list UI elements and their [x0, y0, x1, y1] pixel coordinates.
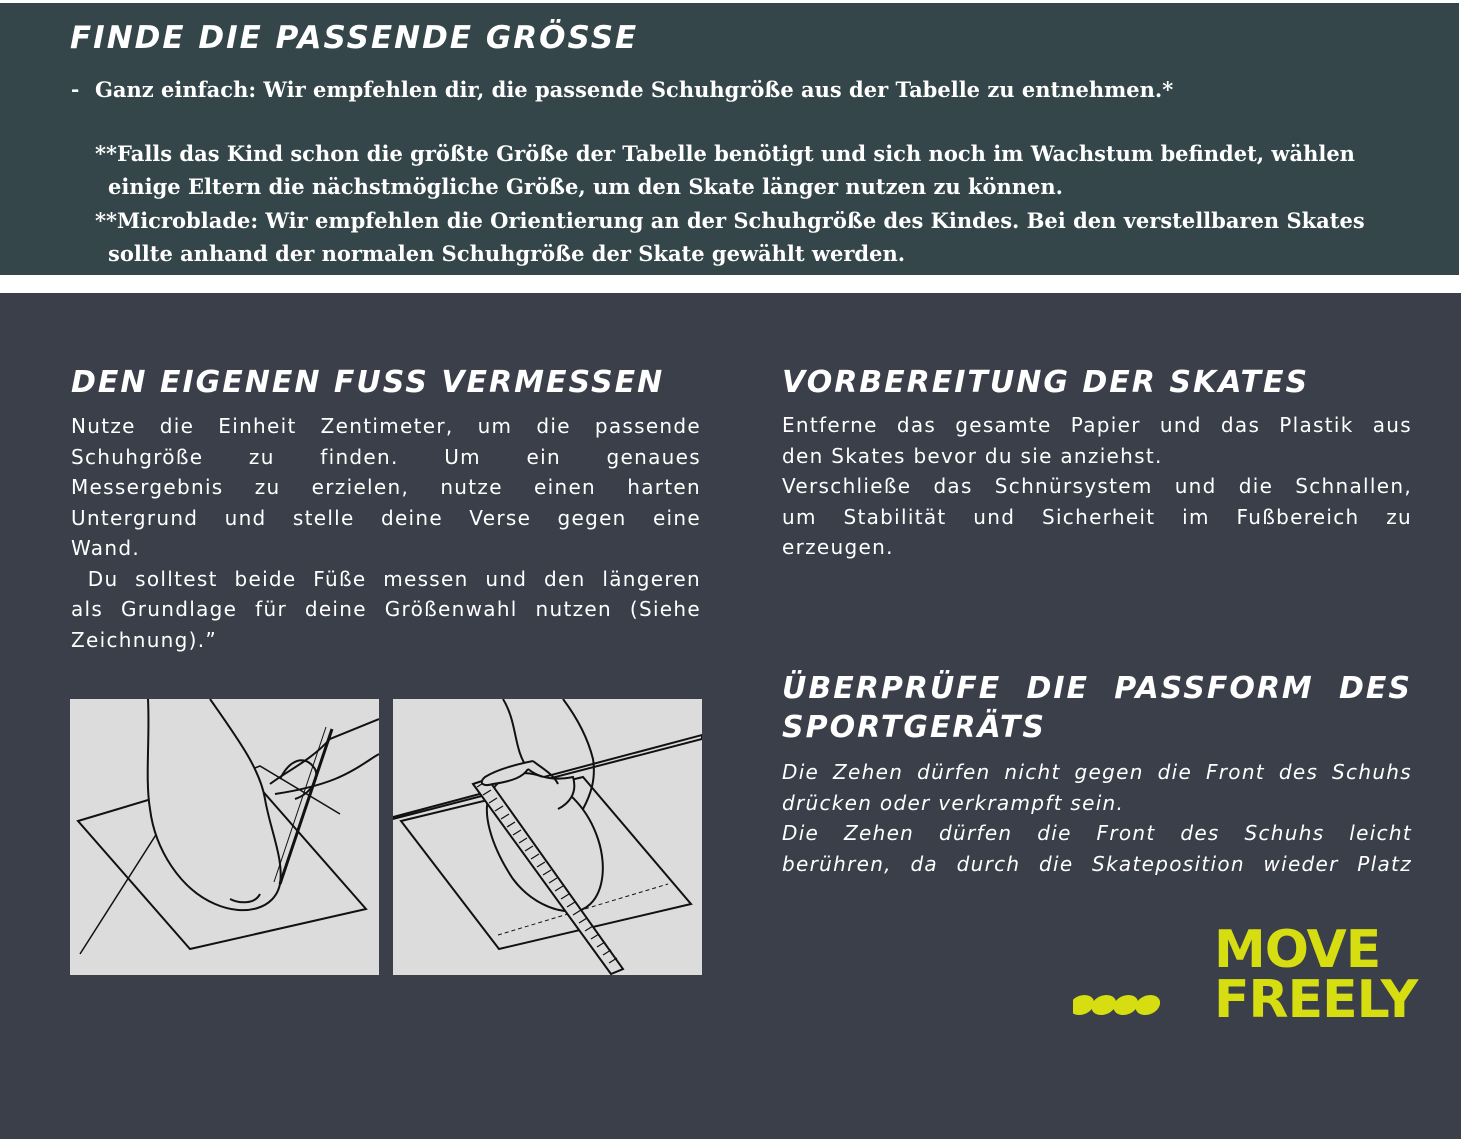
intro-bullet-text: Ganz einfach: Wir empfehlen dir, die passende Schuhgröße aus der Tabelle zu entnehmen.* — [95, 77, 1174, 102]
measure-line: Du solltest beide Füße messen und den längeren — [71, 566, 701, 591]
check-line: drücken oder verkrampft sein. — [782, 790, 1125, 815]
prepare-line: Entferne das gesamte Papier und das Plastik aus — [782, 413, 1412, 437]
check-line: Die Zehen dürfen nicht gegen die Front des Schuhs — [782, 760, 1412, 784]
measure-line: Nutze die Einheit Zentimeter, um die passende — [71, 414, 701, 438]
note-growth-line2: einige Eltern die nächstmögliche Größe, um den Skate länger nutzen zu können. — [108, 174, 1063, 199]
measure-line: Wand. — [71, 536, 140, 560]
check-line: Die Zehen dürfen die Front des Schuhs leicht — [782, 821, 1412, 845]
prepare-line: den Skates bevor du sie anziehst. — [782, 443, 1163, 468]
page-title: FINDE DIE PASSENDE GRÖSSE — [70, 20, 639, 56]
logo-freely: FREELY — [1214, 970, 1418, 1030]
prepare-line: erzeugen. — [782, 535, 894, 559]
note-growth-line1: **Falls das Kind schon die größte Größe der Tabelle benötigt und sich noch im Wachstum befindet, wählen — [95, 141, 1355, 166]
measure-line: Schuhgröße zu finden. Um ein genaues — [71, 444, 701, 469]
foot-ruler-illustration — [393, 699, 702, 975]
check-line: berühren, da durch die Skateposition wieder Platz — [782, 851, 1412, 876]
measure-line: Messergebnis zu erzielen, nutze einen harten — [71, 475, 701, 499]
foot-ruler-icon — [393, 699, 702, 975]
prepare-line: Verschließe das Schnürsystem und die Schnallen, — [782, 474, 1412, 498]
foot-tracing-icon — [70, 699, 379, 975]
measure-line: Untergrund und stelle deine Verse gegen eine — [71, 505, 701, 530]
bullet-dash: - — [71, 77, 80, 101]
measure-text — [71, 411, 701, 655]
note-microblade-line1: **Microblade: Wir empfehlen die Orientierung an der Schuhgröße des Kindes. Bei den verstellbaren Skates — [95, 208, 1365, 233]
check-heading-line1: ÜBERPRÜFE DIE PASSFORM DES — [782, 671, 1412, 706]
logo-move: MOVE — [1214, 920, 1381, 980]
check-heading — [782, 669, 1412, 747]
prepare-line: um Stabilität und Sicherheit im Fußbereich zu — [782, 504, 1412, 529]
note-microblade-line2: sollte anhand der normalen Schuhgröße der Skate gewählt werden. — [108, 241, 906, 266]
check-heading-line2: SPORTGERÄTS — [782, 710, 1046, 745]
measure-heading: DEN EIGENEN FUSS VERMESSEN — [71, 365, 665, 400]
prepare-text — [782, 410, 1412, 563]
skate-wheels-icon — [1073, 993, 1165, 1017]
measure-line: Zeichnung).” — [71, 627, 218, 652]
measure-line: als Grundlage für deine Größenwahl nutzen (Siehe — [71, 597, 701, 621]
foot-tracing-illustration — [70, 699, 379, 975]
prepare-heading: VORBEREITUNG DER SKATES — [782, 365, 1310, 400]
check-text — [782, 757, 1412, 879]
